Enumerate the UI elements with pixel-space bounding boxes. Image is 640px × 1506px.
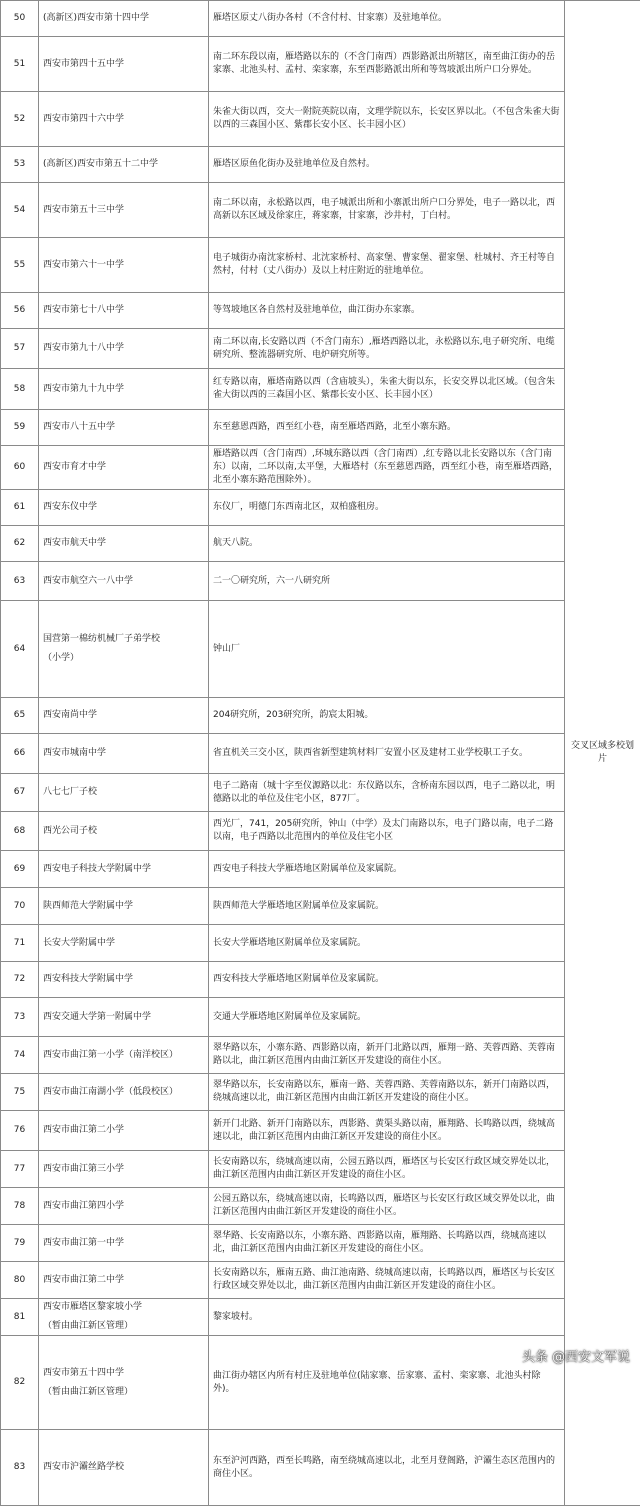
table-row bbox=[1, 92, 640, 147]
row-number: 79 bbox=[1, 1225, 39, 1262]
district-area: 曲江街办辖区内所有村庄及驻地单位(陆家寨、岳家寨、孟村、栾家寨、北池头村除外)。 bbox=[209, 1336, 565, 1430]
district-area: 东至慈恩西路，西至红小巷，南至雁塔西路，北至小寨东路。 bbox=[209, 410, 565, 446]
district-area: 钟山厂 bbox=[209, 601, 565, 698]
row-number: 69 bbox=[1, 851, 39, 888]
district-area: 等驾坡地区各自然村及驻地单位，曲江街办东家寨。 bbox=[209, 293, 565, 329]
school-name: 西安东仪中学 bbox=[39, 490, 209, 526]
school-name: (高新区)西安市第十四中学 bbox=[39, 1, 209, 37]
remark-cell: 交叉区域多校划片 bbox=[565, 1, 640, 1506]
school-name: 西安市曲江第三小学 bbox=[39, 1151, 209, 1188]
district-area: 翠华路以东，小寨东路、西影路以南，新开门北路以西，雁翔一路、芙蓉西路、芙蓉南路以北，曲江新区范围内由曲江新区开发建设的商住小区。 bbox=[209, 1037, 565, 1074]
school-name bbox=[39, 601, 209, 698]
school-name: 西安市育才中学 bbox=[39, 446, 209, 490]
table-row bbox=[1, 998, 640, 1037]
district-area: 省直机关三交小区，陕西省新型建筑材料厂安置小区及建材工业学校职工子女。 bbox=[209, 734, 565, 774]
table-row bbox=[1, 888, 640, 925]
table-row bbox=[1, 812, 640, 851]
row-number: 73 bbox=[1, 998, 39, 1037]
row-number: 63 bbox=[1, 562, 39, 601]
row-number: 52 bbox=[1, 92, 39, 147]
district-area: 翠华路以东，长安南路以东，雁南一路、芙蓉西路、芙蓉南路以东，新开门南路以西，绕城高速以北，曲江新区范围内由曲江新区开发建设的商住小区。 bbox=[209, 1074, 565, 1111]
district-area: 电子城街办南沈家桥村、北沈家桥村、高家堡、曹家堡、翟家堡、杜城村、齐王村等自然村，付村（丈八街办）及以上村庄附近的驻地单位。 bbox=[209, 238, 565, 293]
school-name: 陕西师范大学附属中学 bbox=[39, 888, 209, 925]
school-name-line: （暂由曲江新区管理） bbox=[43, 1320, 204, 1333]
school-name: 西安市曲江第一中学 bbox=[39, 1225, 209, 1262]
school-name: 西安市八十五中学 bbox=[39, 410, 209, 446]
school-name: 西安市第九十八中学 bbox=[39, 329, 209, 369]
district-area: 长安大学雁塔地区附属单位及家属院。 bbox=[209, 925, 565, 962]
table-row bbox=[1, 962, 640, 998]
table-row bbox=[1, 37, 640, 92]
table-row bbox=[1, 329, 640, 369]
district-area: 航天八院。 bbox=[209, 526, 565, 562]
table-row bbox=[1, 601, 640, 698]
table-row bbox=[1, 1074, 640, 1111]
school-name: 西安市曲江第二小学 bbox=[39, 1111, 209, 1151]
district-area: 公园五路以东，绕城高速以南，长鸣路以西，雁塔区与长安区行政区域交界处以北，曲江新区范围内由曲江新区开发建设的商住小区。 bbox=[209, 1188, 565, 1225]
row-number: 71 bbox=[1, 925, 39, 962]
row-number: 67 bbox=[1, 774, 39, 812]
row-number: 80 bbox=[1, 1262, 39, 1299]
row-number: 53 bbox=[1, 147, 39, 183]
school-name: 西安市曲江第一小学（南洋校区） bbox=[39, 1037, 209, 1074]
row-number: 82 bbox=[1, 1336, 39, 1430]
row-number: 81 bbox=[1, 1299, 39, 1336]
table-row bbox=[1, 1111, 640, 1151]
table-row bbox=[1, 1430, 640, 1506]
school-name: 西安市曲江第二中学 bbox=[39, 1262, 209, 1299]
row-number: 58 bbox=[1, 369, 39, 410]
school-name: 西安市沪灞丝路学校 bbox=[39, 1430, 209, 1506]
school-name-line: 西安市雁塔区黎家坡小学 bbox=[43, 1301, 204, 1314]
school-name: 西安市城南中学 bbox=[39, 734, 209, 774]
school-name bbox=[39, 1299, 209, 1336]
table-row bbox=[1, 446, 640, 490]
watermark: 头条 @西安文军说 bbox=[522, 1346, 630, 1365]
school-name-line: （小学） bbox=[43, 652, 204, 665]
row-number: 60 bbox=[1, 446, 39, 490]
district-area: 黎家坡村。 bbox=[209, 1299, 565, 1336]
district-area: 东仪厂，明德门东西南北区，双柏盛租房。 bbox=[209, 490, 565, 526]
table-row bbox=[1, 238, 640, 293]
school-name: 西安市第五十三中学 bbox=[39, 183, 209, 238]
district-area: 雁塔路以西（含门南西）,环城东路以西（含门南西）,红专路以北长安路以东（含门南东）以南，二环以南,太平堡，大雁塔村（东至慈恩西路，西至红小巷，南至雁塔西路，北至小寨东路范围除外）。 bbox=[209, 446, 565, 490]
school-name: 八七七厂子校 bbox=[39, 774, 209, 812]
school-name: 西安南尚中学 bbox=[39, 698, 209, 734]
district-area: 南二环以南,长安路以西（不含门南东）,雁塔西路以北，永松路以东,电子研究所、电缆研究所、整流器研究所、电炉研究所等。 bbox=[209, 329, 565, 369]
school-name: 西安市第四十六中学 bbox=[39, 92, 209, 147]
school-name: 西安市航空六一八中学 bbox=[39, 562, 209, 601]
row-number: 61 bbox=[1, 490, 39, 526]
district-area: 雁塔区原丈八街办各村（不含付村、甘家寨）及驻地单位。 bbox=[209, 1, 565, 37]
district-area: 新开门北路、新开门南路以东，西影路、黄渠头路以南，雁翔路、长鸣路以西，绕城高速以北，曲江新区范围内由曲江新区开发建设的商住小区。 bbox=[209, 1111, 565, 1151]
table-row bbox=[1, 410, 640, 446]
district-area: 长安南路以东，绕城高速以南，公园五路以西，雁塔区与长安区行政区域交界处以北，曲江新区范围内由曲江新区开发建设的商住小区。 bbox=[209, 1151, 565, 1188]
table-row bbox=[1, 147, 640, 183]
row-number: 51 bbox=[1, 37, 39, 92]
district-area: 陕西师范大学雁塔地区附属单位及家属院。 bbox=[209, 888, 565, 925]
school-name: 西安市第九十九中学 bbox=[39, 369, 209, 410]
district-area: 长安南路以东，雁南五路、曲江池南路、绕城高速以南，长鸣路以西，雁塔区与长安区行政区域交界处以北，曲江新区范围内由曲江新区开发建设的商住小区。 bbox=[209, 1262, 565, 1299]
district-area: 南二环以南，永松路以西，电子城派出所和小寨派出所户口分界处，电子一路以北，西高新以东区域及徐家庄，蒋家寨，甘家寨，沙井村，丁白村。 bbox=[209, 183, 565, 238]
row-number: 70 bbox=[1, 888, 39, 925]
table-row bbox=[1, 562, 640, 601]
row-number: 77 bbox=[1, 1151, 39, 1188]
table-row bbox=[1, 1188, 640, 1225]
row-number: 57 bbox=[1, 329, 39, 369]
table-row bbox=[1, 925, 640, 962]
row-number: 55 bbox=[1, 238, 39, 293]
row-number: 66 bbox=[1, 734, 39, 774]
district-area: 翠华路、长安南路以东，小寨东路、西影路以南，雁翔路、长鸣路以西，绕城高速以北，曲江新区范围内由曲江新区开发建设的商住小区。 bbox=[209, 1225, 565, 1262]
table-row bbox=[1, 369, 640, 410]
table-row bbox=[1, 1, 640, 37]
school-name: 西安市曲江第四小学 bbox=[39, 1188, 209, 1225]
district-area: 红专路以南，雁塔南路以西（含庙坡头），朱雀大街以东，长安交界以北区域。（包含朱雀大街以西的三森国小区、紫郡长安小区、长丰园小区） bbox=[209, 369, 565, 410]
school-name bbox=[39, 1336, 209, 1430]
district-area: 西光厂，741，205研究所，钟山（中学）及太门南路以东，电子门路以南，电子二路以南，电子西路以北范围内的单位及住宅小区 bbox=[209, 812, 565, 851]
row-number: 65 bbox=[1, 698, 39, 734]
row-number: 76 bbox=[1, 1111, 39, 1151]
table-row bbox=[1, 774, 640, 812]
school-name: 西安电子科技大学附属中学 bbox=[39, 851, 209, 888]
school-name-line: （暂由曲江新区管理） bbox=[43, 1386, 204, 1399]
table-row bbox=[1, 734, 640, 774]
table-row bbox=[1, 183, 640, 238]
row-number: 74 bbox=[1, 1037, 39, 1074]
district-area: 西安电子科技大学雁塔地区附属单位及家属院。 bbox=[209, 851, 565, 888]
school-name: 西安科技大学附属中学 bbox=[39, 962, 209, 998]
district-area: 二一〇研究所，六一八研究所 bbox=[209, 562, 565, 601]
school-name: 长安大学附属中学 bbox=[39, 925, 209, 962]
row-number: 50 bbox=[1, 1, 39, 37]
school-name: 西安市航天中学 bbox=[39, 526, 209, 562]
school-name: 西安市第六十一中学 bbox=[39, 238, 209, 293]
row-number: 78 bbox=[1, 1188, 39, 1225]
district-area: 电子二路南（城十字至仪源路以北：东仪路以东，含桥南东园以西，电子二路以北，明德路以北的单位及住宅小区，877厂。 bbox=[209, 774, 565, 812]
row-number: 64 bbox=[1, 601, 39, 698]
table-row bbox=[1, 851, 640, 888]
school-name: 西光公司子校 bbox=[39, 812, 209, 851]
row-number: 83 bbox=[1, 1430, 39, 1506]
district-area: 交通大学雁塔地区附属单位及家属院。 bbox=[209, 998, 565, 1037]
school-name: (高新区)西安市第五十二中学 bbox=[39, 147, 209, 183]
table-row bbox=[1, 293, 640, 329]
row-number: 59 bbox=[1, 410, 39, 446]
table-row bbox=[1, 1225, 640, 1262]
row-number: 72 bbox=[1, 962, 39, 998]
district-area: 东至沪河西路，西至长鸣路，南至绕城高速以北，北至月登阁路，沪灞生态区范围内的商住小区。 bbox=[209, 1430, 565, 1506]
row-number: 75 bbox=[1, 1074, 39, 1111]
row-number: 68 bbox=[1, 812, 39, 851]
district-area: 南二环东段以南，雁塔路以东的（不含门南西）西影路派出所辖区，南至曲江街办的岳家寨、北池头村、孟村、栾家寨，东至西影路派出所和等驾坡派出所户口分界处。 bbox=[209, 37, 565, 92]
school-name: 西安市第七十八中学 bbox=[39, 293, 209, 329]
district-area: 雁塔区原鱼化街办及驻地单位及自然村。 bbox=[209, 147, 565, 183]
school-name-line: 西安市第五十四中学 bbox=[43, 1367, 204, 1380]
district-area: 204研究所，203研究所，韵宸太阳城。 bbox=[209, 698, 565, 734]
school-name: 西安交通大学第一附属中学 bbox=[39, 998, 209, 1037]
table-row bbox=[1, 490, 640, 526]
row-number: 54 bbox=[1, 183, 39, 238]
school-name-line: 国营第一棉纺机械厂子弟学校 bbox=[43, 633, 204, 646]
row-number: 56 bbox=[1, 293, 39, 329]
school-name: 西安市第四十五中学 bbox=[39, 37, 209, 92]
table-row bbox=[1, 1151, 640, 1188]
table-row bbox=[1, 1262, 640, 1299]
row-number: 62 bbox=[1, 526, 39, 562]
district-area: 朱雀大街以西，交大一附院英院以南，文理学院以东，长安区界以北。（不包含朱雀大街以西的三森国小区、紫郡长安小区、长丰园小区） bbox=[209, 92, 565, 147]
table-row bbox=[1, 698, 640, 734]
district-area: 西安科技大学雁塔地区附属单位及家属院。 bbox=[209, 962, 565, 998]
table-row bbox=[1, 526, 640, 562]
table-row bbox=[1, 1299, 640, 1336]
school-name: 西安市曲江南湖小学（低段校区） bbox=[39, 1074, 209, 1111]
table-row bbox=[1, 1037, 640, 1074]
